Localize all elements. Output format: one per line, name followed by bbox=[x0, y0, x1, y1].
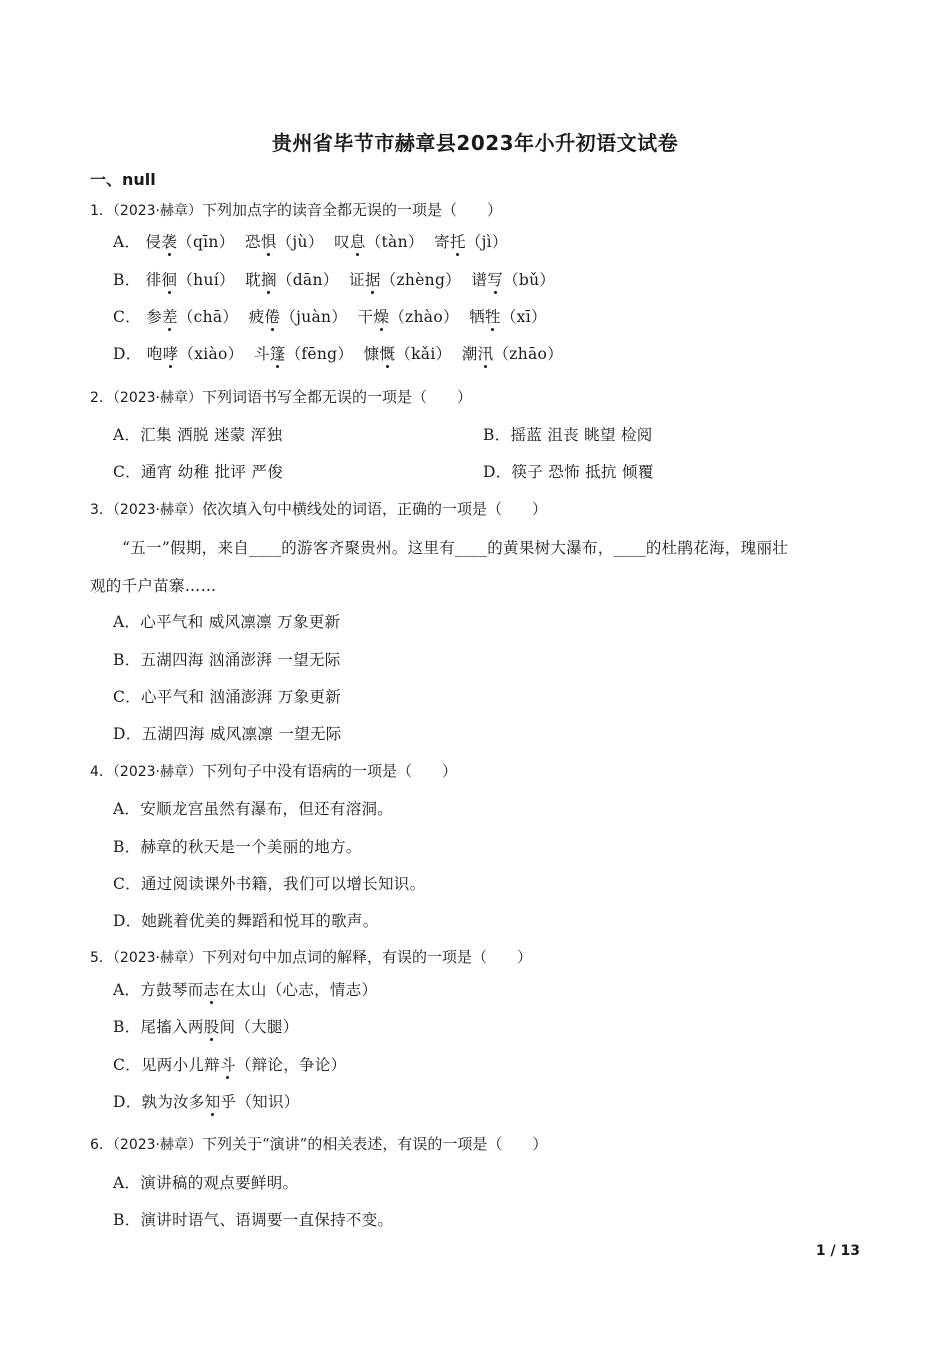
q1-option-b: B． 徘徊（huí） 耽搁（dān） 证据（zhèng） 谱写（bǔ） bbox=[113, 271, 556, 289]
question-1-stem bbox=[90, 199, 502, 220]
q2-option-c: C．通宵 幼稚 批评 严俊 bbox=[113, 463, 284, 481]
page-number: 1 / 13 bbox=[815, 1243, 860, 1259]
question-source: （2023·赫章） bbox=[112, 950, 203, 966]
question-source: （2023·赫章） bbox=[112, 764, 203, 780]
question-source: （2023·赫章） bbox=[112, 203, 203, 219]
q5-option-a: A．方鼓琴而志在太山（心志，情志） bbox=[113, 981, 378, 999]
q2-option-d: D．筷子 恐怖 抵抗 倾覆 bbox=[483, 463, 654, 481]
question-source: （2023·赫章） bbox=[112, 502, 203, 518]
q4-option-a: A．安顺龙宫虽然有瀑布，但还有溶洞。 bbox=[113, 800, 394, 818]
q3-option-c: C．心平气和 汹涌澎湃 万象更新 bbox=[113, 688, 342, 706]
question-text: 下列句子中没有语病的一项是（ ） bbox=[202, 762, 458, 780]
question-4-stem bbox=[90, 760, 457, 781]
q1-option-c: C． 参差（chā） 疲倦（juàn） 干燥（zhào） 牺牲（xī） bbox=[113, 308, 547, 326]
question-number: 5． bbox=[90, 950, 113, 966]
q3-passage-line1: “五一”假期，来自____的游客齐聚贵州。这里有____的黄果树大瀑布，____的杜鹃花海，瑰丽壮 bbox=[122, 539, 789, 557]
question-text: 下列对句中加点词的解释，有误的一项是（ ） bbox=[202, 948, 533, 966]
q3-option-a: A．心平气和 威风凛凛 万象更新 bbox=[113, 613, 341, 631]
question-source: （2023·赫章） bbox=[112, 1137, 203, 1153]
q5-option-b: B．尾搐入两股间（大腿） bbox=[113, 1018, 299, 1036]
question-number: 4． bbox=[90, 764, 113, 780]
section-heading: 一、null bbox=[90, 170, 156, 189]
q3-passage-line2: 观的千户苗寨…… bbox=[90, 577, 217, 595]
q2-option-b: B．摇蓝 沮丧 眺望 检阅 bbox=[483, 426, 653, 444]
question-number: 2． bbox=[90, 390, 113, 406]
q4-option-b: B．赫章的秋天是一个美丽的地方。 bbox=[113, 838, 362, 856]
q1-option-a: A． 侵袭（qīn） 恐惧（jù） 叹息（tàn） 寄托（jì） bbox=[113, 233, 508, 251]
q6-option-a: A．演讲稿的观点要鲜明。 bbox=[113, 1174, 299, 1192]
question-number: 6． bbox=[90, 1137, 113, 1153]
question-text: 下列加点字的读音全都无误的一项是（ ） bbox=[202, 201, 503, 219]
question-3-stem bbox=[90, 498, 547, 519]
question-text: 依次填入句中横线处的词语，正确的一项是（ ） bbox=[202, 500, 548, 518]
q3-option-d: D．五湖四海 威风凛凛 一望无际 bbox=[113, 725, 342, 743]
question-text: 下列关于“演讲”的相关表述，有误的一项是（ ） bbox=[202, 1135, 548, 1153]
q3-option-b: B．五湖四海 汹涌澎湃 一望无际 bbox=[113, 651, 341, 669]
q1-option-d: D． 咆哮（xiào） 斗篷（fēng） 慷慨（kǎi） 潮汛（zhāo） bbox=[113, 345, 563, 363]
exam-title: 贵州省毕节市赫章县2023年小升初语文试卷 bbox=[271, 131, 679, 155]
question-source: （2023·赫章） bbox=[112, 390, 203, 406]
q6-option-b: B．演讲时语气、语调要一直保持不变。 bbox=[113, 1211, 394, 1229]
question-2-stem bbox=[90, 386, 472, 407]
q4-option-d: D．她跳着优美的舞蹈和悦耳的歌声。 bbox=[113, 912, 379, 930]
q5-option-d: D．孰为汝多知乎（知识） bbox=[113, 1093, 300, 1111]
question-5-stem bbox=[90, 946, 532, 967]
question-number: 1． bbox=[90, 203, 113, 219]
q2-option-a: A．汇集 洒脱 迷蒙 浑独 bbox=[113, 426, 283, 444]
q4-option-c: C．通过阅读课外书籍，我们可以增长知识。 bbox=[113, 875, 426, 893]
question-text: 下列词语书写全都无误的一项是（ ） bbox=[202, 388, 473, 406]
q5-option-c: C．见两小儿辩斗（辩论，争论） bbox=[113, 1056, 347, 1074]
question-6-stem bbox=[90, 1133, 547, 1154]
question-number: 3． bbox=[90, 502, 113, 518]
